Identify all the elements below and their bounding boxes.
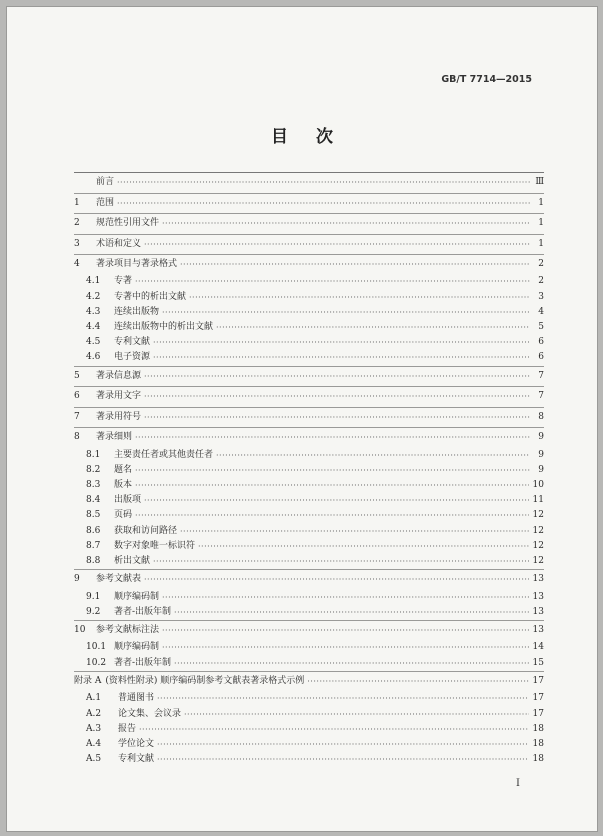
page-number: I [516,778,520,789]
toc-entry-label: 析出文献 [114,555,151,566]
toc-entry-label: 专利文献 [118,754,155,765]
toc-entry-label: 顺序编码制 [114,642,160,653]
toc-entry-page: 9 [538,449,544,460]
toc-entry-page: 12 [532,555,544,566]
toc-entry-label: 著者-出版年制 [114,657,172,668]
toc-entry[interactable] [74,539,544,554]
toc-entry-page: 12 [532,540,544,551]
toc-entry-number: 4.6 [86,352,101,363]
toc-entry-page: 1 [538,197,544,208]
dot-leader [144,367,530,387]
toc-entry-number: 10.2 [86,657,107,668]
toc-entry-page: 9 [538,464,544,475]
dot-leader [198,539,529,554]
toc-entry-number: 4.3 [86,306,101,317]
dot-leader [153,350,530,365]
toc-entry[interactable] [74,290,544,305]
table-of-contents [74,172,544,767]
dot-leader [135,463,530,478]
toc-entry-number: 8.2 [86,464,101,475]
toc-entry-page: 7 [538,391,544,402]
toc-entry-number: 6 [74,391,80,402]
toc-entry[interactable] [74,305,544,320]
toc-entry[interactable] [74,707,544,722]
dot-leader [184,707,529,722]
toc-entry-page: 2 [538,276,544,287]
toc-entry-page: 18 [532,723,544,734]
toc-entry-number: 8.3 [86,479,101,490]
toc-entry[interactable] [74,737,544,752]
toc-entry[interactable] [74,641,544,656]
dot-leader [144,570,529,590]
toc-entry-label: 出版项 [114,495,142,506]
toc-entry[interactable] [74,752,544,767]
toc-entry[interactable] [74,671,544,692]
dot-leader [117,194,530,214]
toc-entry-label: 专著中的析出文献 [114,291,187,302]
dot-leader [157,737,529,752]
document-page [6,6,598,832]
toc-entry[interactable] [74,722,544,737]
dot-leader [135,478,529,493]
dot-leader [162,214,530,234]
toc-entry[interactable] [74,193,544,214]
toc-entry-page: 18 [532,754,544,765]
dot-leader [180,524,529,539]
dot-leader [135,508,529,523]
toc-entry[interactable] [74,407,544,428]
toc-entry-page: 13 [532,625,544,635]
toc-entry-page: 4 [538,306,544,317]
toc-entry-page: 2 [538,259,544,269]
dot-leader [144,235,530,255]
toc-entry-number: 9.2 [86,606,101,617]
toc-entry-label: 电子资源 [114,352,151,363]
toc-entry[interactable] [74,335,544,350]
dot-leader [117,173,530,193]
toc-entry[interactable] [74,366,544,387]
toc-entry-label: 学位论文 [118,738,155,749]
toc-entry-number: 3 [74,238,80,249]
dot-leader [189,290,530,305]
toc-entry-label: 专著 [114,276,133,287]
toc-entry[interactable] [74,656,544,671]
toc-entry-label: 题名 [114,464,133,475]
toc-entry-page: 18 [532,738,544,749]
toc-entry-label: 论文集、会议录 [118,708,182,719]
dot-leader [135,428,530,448]
toc-entry[interactable] [74,254,544,275]
dot-leader [144,493,529,508]
toc-entry-label: 主要责任者或其他责任者 [114,449,214,460]
toc-entry-label: 著录用文字 [96,391,142,402]
toc-entry-label: 前言 [96,177,115,187]
toc-entry-page: 12 [532,510,544,521]
toc-entry-label: 范围 [96,197,115,208]
toc-entry-page: 13 [532,574,544,585]
dot-leader [157,752,529,767]
dot-leader [153,335,530,350]
dot-leader [162,590,529,605]
toc-entry-number: 10.1 [86,642,107,653]
standard-code: GB/T 7714—2015 [441,74,532,85]
toc-entry[interactable] [74,569,544,590]
toc-entry-number: A.3 [86,723,102,734]
toc-entry-number: 8.6 [86,525,101,536]
toc-entry-label: 术语和定义 [96,238,142,249]
toc-entry[interactable] [74,478,544,493]
toc-entry-page: 6 [538,337,544,348]
dot-leader [162,640,529,655]
toc-entry-page: 6 [538,352,544,363]
toc-entry-page: Ⅲ [535,177,544,187]
toc-entry-label: 普通图书 [118,693,155,704]
toc-entry-page: 14 [532,642,544,653]
toc-entry-number: A.5 [86,754,102,765]
dot-leader [157,691,529,706]
toc-entry-label: (资料性附录) 顺序编码制参考文献表著录格式示例 [105,675,305,686]
toc-entry-label: 连续出版物中的析出文献 [114,322,214,333]
toc-entry-number: 9.1 [86,591,101,602]
dot-leader [153,554,529,569]
toc-entry[interactable] [74,590,544,605]
toc-entry-page: 10 [532,479,544,490]
toc-entry-label: 参考文献标注法 [96,625,160,635]
toc-entry[interactable] [74,320,544,335]
dot-leader [216,448,530,463]
dot-leader [174,656,529,671]
toc-entry-label: 连续出版物 [114,306,160,317]
toc-title: 目次 [271,127,361,147]
toc-entry-page: 17 [532,675,544,686]
toc-entry-label: 参考文献表 [96,574,142,585]
toc-entry-label: 版本 [114,479,133,490]
toc-entry-number: 5 [74,370,80,381]
dot-leader [144,387,530,407]
toc-entry-label: 规范性引用文件 [96,218,160,228]
toc-entry-page: 1 [538,218,544,228]
toc-entry[interactable] [74,620,544,641]
dot-leader [144,408,530,428]
dot-leader [162,621,529,641]
toc-entry-page: 13 [532,591,544,602]
toc-entry[interactable] [74,275,544,290]
toc-entry-page: 17 [532,693,544,704]
toc-entry-page: 7 [538,370,544,381]
toc-entry-number: 8.7 [86,540,101,551]
toc-entry-page: 1 [538,238,544,249]
toc-entry-number: 9 [74,574,80,585]
toc-entry-number: 8 [74,432,80,443]
dot-leader [180,255,530,275]
toc-entry-label: 专利文献 [114,337,151,348]
toc-entry-number: 8.5 [86,510,101,521]
toc-entry[interactable] [74,463,544,478]
toc-entry-number: 7 [74,411,80,422]
toc-entry-page: 17 [532,708,544,719]
toc-entry-label: 著录项目与著录格式 [96,259,178,269]
toc-entry[interactable] [74,524,544,539]
toc-entry-label: 报告 [118,723,137,734]
dot-leader [174,605,529,620]
dot-leader [162,305,530,320]
toc-entry[interactable] [74,234,544,255]
toc-entry-label: 著录用符号 [96,411,142,422]
toc-entry[interactable] [74,386,544,407]
toc-entry-number: 8.1 [86,449,101,460]
toc-entry-page: 8 [538,411,544,422]
toc-entry-number: 4.2 [86,291,101,302]
dot-leader [135,274,530,289]
toc-entry-label: 顺序编码制 [114,591,160,602]
toc-entry-page: 12 [532,525,544,536]
toc-entry-label: 著录细则 [96,432,133,443]
toc-entry[interactable] [74,172,544,193]
toc-entry[interactable] [74,554,544,569]
toc-entry-number: A.4 [86,738,102,749]
toc-entry[interactable] [74,448,544,463]
toc-entry-number: 4.5 [86,337,101,348]
toc-entry-number: 1 [74,197,80,208]
toc-entry-number: 4.1 [86,276,101,287]
toc-entry-number: A.2 [86,708,102,719]
toc-entry-label: 著录信息源 [96,370,142,381]
toc-entry-page: 3 [538,291,544,302]
toc-entry-page: 11 [532,495,544,506]
toc-entry[interactable] [74,493,544,508]
toc-entry-number: 8.4 [86,495,101,506]
toc-entry-label: 页码 [114,510,133,521]
toc-entry-number: A.1 [86,693,102,704]
toc-entry-page: 5 [538,322,544,333]
toc-entry[interactable] [74,691,544,706]
toc-entry[interactable] [74,213,544,234]
toc-entry[interactable] [74,427,544,448]
toc-entry-number: 8.8 [86,555,101,566]
toc-entry-number: 附录 A [74,675,102,686]
toc-entry-number: 2 [74,218,80,228]
dot-leader [139,722,529,737]
toc-entry-page: 13 [532,606,544,617]
toc-entry-label: 著者-出版年制 [114,606,172,617]
toc-entry-number: 4 [74,259,80,269]
toc-entry-number: 4.4 [86,322,101,333]
toc-entry-number: 10 [74,625,86,635]
toc-entry-label: 数字对象唯一标识符 [114,540,196,551]
toc-entry[interactable] [74,350,544,365]
toc-entry[interactable] [74,508,544,523]
dot-leader [216,320,530,335]
toc-entry-label: 获取和访问路径 [114,525,178,536]
dot-leader [307,672,528,692]
toc-entry-page: 15 [532,657,544,668]
toc-entry[interactable] [74,605,544,620]
toc-entry-page: 9 [538,432,544,443]
